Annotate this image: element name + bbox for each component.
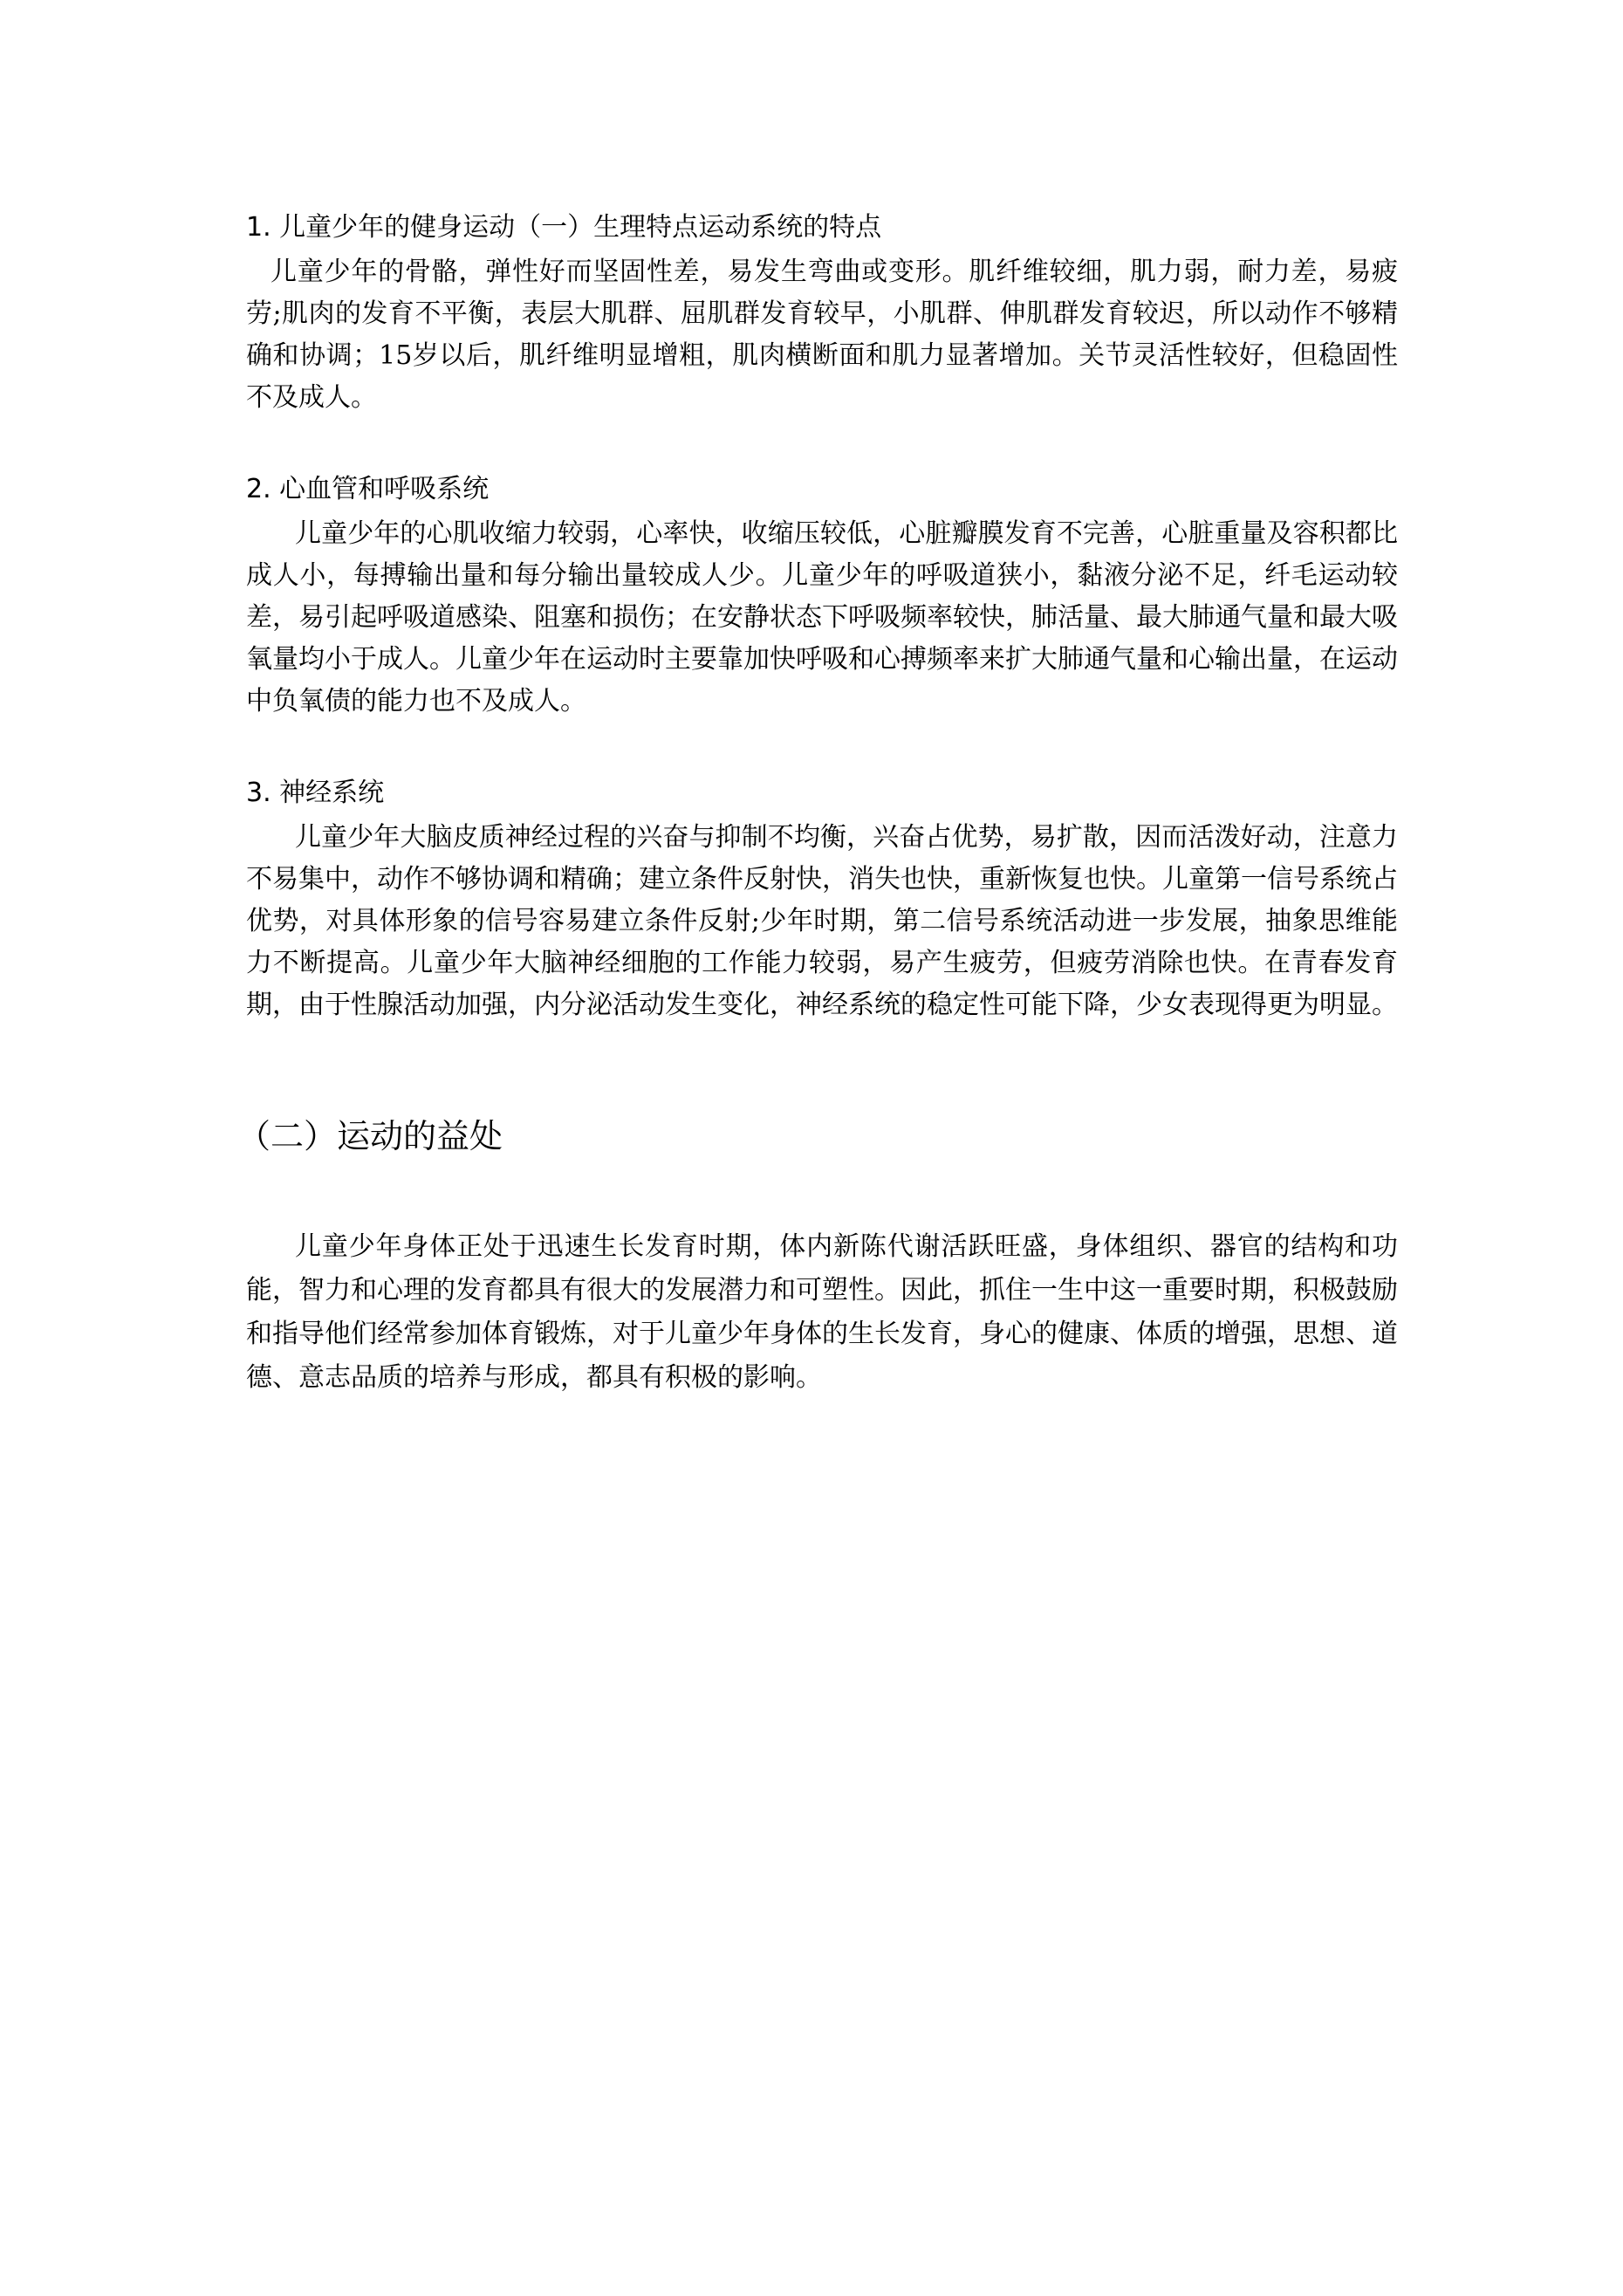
section-paragraph: 儿童少年的心肌收缩力较弱，心率快，收缩压较低，心脏瓣膜发育不完善，心脏重量及容积都比成人小，每搏输出量和每分输出量较成人少。儿童少年的呼吸道狭小，黏液分泌不足，纤毛运动较差，易引起呼吸道感染、阻塞和损伤；在安静状态下呼吸频率较快，肺活量、最大肺通气量和最大吸氧量均小于成人。儿童少年在运动时主要靠加快呼吸和心搏频率来扩大肺通气量和心输出量，在运动中负氧债的能力也不及成人。	[246, 518, 1398, 716]
section-paragraph: 儿童少年的骨骼，弹性好而坚固性差，易发生弯曲或变形。肌纤维较细，肌力弱，耐力差，易疲劳;肌肉的发育不平衡，表层大肌群、屈肌群发育较早，小肌群、伸肌群发育较迟，所以动作不够精确和协调；15岁以后，肌纤维明显增粗，肌肉横断面和肌力显著增加。关节灵活性较好，但稳固性不及成人。	[246, 257, 1398, 413]
section-heading: 1. 儿童少年的健身运动（一）生理特点运动系统的特点	[246, 212, 882, 243]
document-body	[237, 208, 1398, 1400]
section-nervous-system	[246, 773, 1398, 1026]
section-exercise-benefits	[237, 1112, 1398, 1400]
section-cardio-respiratory	[246, 469, 1398, 723]
section-paragraph: 儿童少年身体正处于迅速生长发育时期，体内新陈代谢活跃旺盛，身体组织、器官的结构和功能，智力和心理的发育都具有很大的发展潜力和可塑性。因此，抓住一生中这一重要时期，积极鼓励和指导他们经常参加体育锻炼，对于儿童少年身体的生长发育，身心的健康、体质的增强，思想、道德、意志品质的培养与形成，都具有积极的影响。	[246, 1231, 1398, 1393]
section-heading: （二）运动的益处	[237, 1117, 503, 1155]
section-paragraph: 儿童少年大脑皮质神经过程的兴奋与抑制不均衡，兴奋占优势，易扩散，因而活泼好动，注意力不易集中，动作不够协调和精确；建立条件反射快，消失也快，重新恢复也快。儿童第一信号系统占优势，对具体形象的信号容易建立条件反射;少年时期，第二信号系统活动进一步发展，抽象思维能力不断提高。儿童少年大脑神经细胞的工作能力较弱，易产生疲劳，但疲劳消除也快。在青春发育期，由于性腺活动加强，内分泌活动发生变化，神经系统的稳定性可能下降，少女表现得更为明显。	[246, 822, 1398, 1020]
section-heading: 2. 心血管和呼吸系统	[246, 474, 490, 504]
section-heading: 3. 神经系统	[246, 778, 385, 808]
section-motor-system	[246, 208, 1398, 419]
